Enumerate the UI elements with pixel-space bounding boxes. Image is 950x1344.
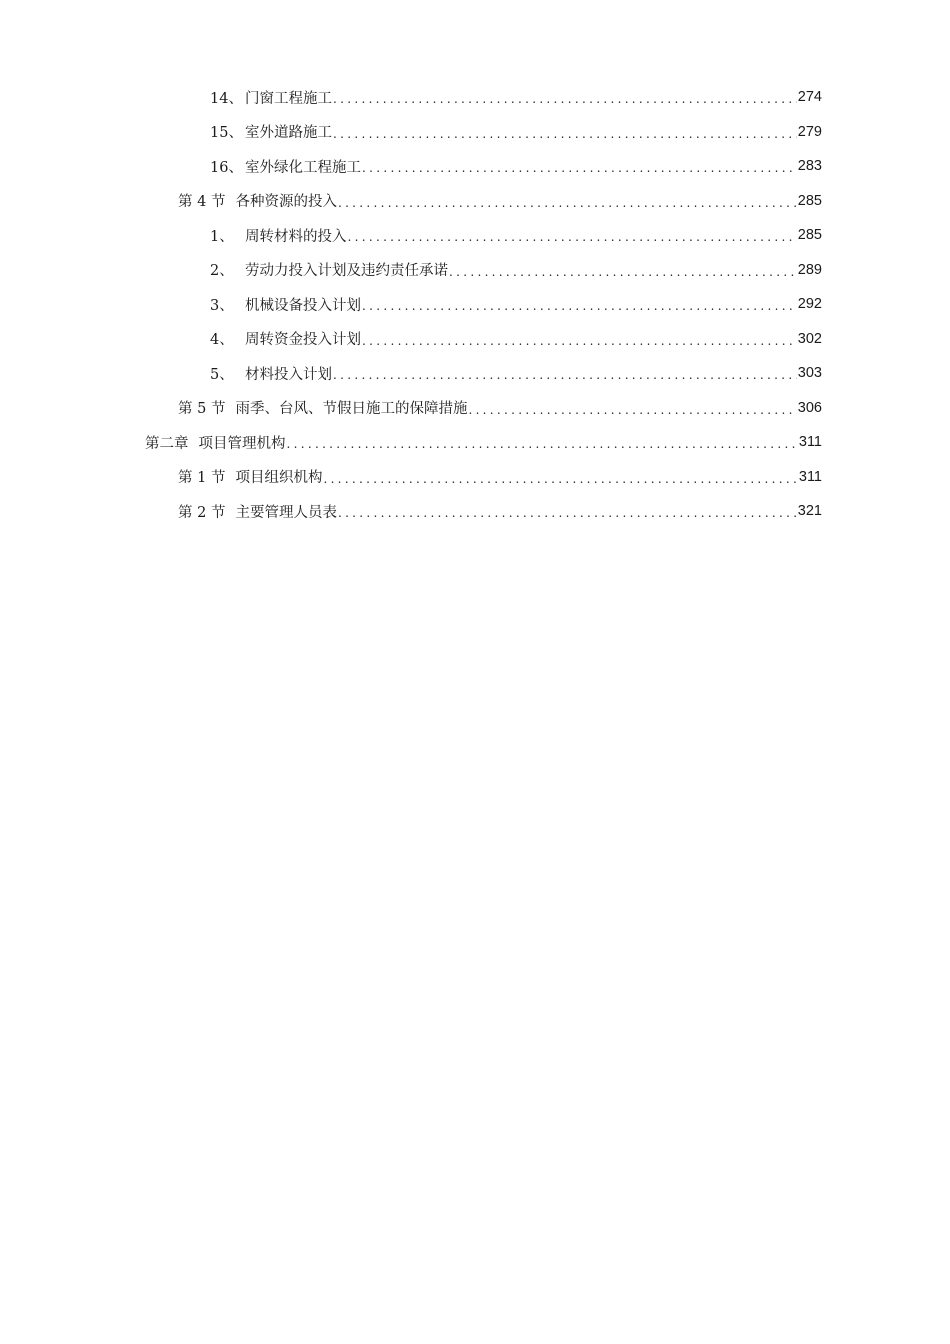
toc-entry-page-number: 283 [797, 158, 822, 175]
toc-entry[interactable] [0, 287, 950, 322]
toc-entry-title: 门窗工程施工 [245, 90, 332, 107]
toc-entry-number: 16、 [210, 159, 243, 176]
toc-entry-title: 机械设备投入计划 [245, 297, 361, 314]
toc-entry[interactable] [0, 322, 950, 357]
toc-entry-title: 项目管理机构 [198, 435, 286, 452]
toc-entry-number: 4、 [210, 332, 234, 349]
toc-entry[interactable] [0, 184, 950, 219]
toc-entry-title: 周转材料的投入 [245, 228, 347, 245]
dot-leader [333, 369, 797, 381]
toc-entry-page-number: 289 [797, 261, 822, 278]
dot-leader [338, 197, 797, 209]
toc-entry-title: 项目组织机构 [235, 470, 323, 487]
toc-entry-title: 材料投入计划 [245, 366, 332, 383]
toc-entry-page-number: 292 [797, 296, 822, 313]
toc-entry-page-number: 274 [797, 89, 822, 106]
toc-entry[interactable] [0, 253, 950, 288]
toc-entry-page-number: 302 [797, 330, 822, 347]
toc-entry-number: 15、 [210, 125, 243, 142]
toc-entry[interactable] [0, 356, 950, 391]
toc-entry-title: 雨季、台风、节假日施工的保障措施 [235, 401, 468, 418]
toc-entry-page-number: 306 [797, 399, 822, 416]
toc-entry-number: 第 5 节 [178, 401, 226, 418]
dot-leader [362, 300, 797, 312]
toc-entry-page-number: 303 [797, 365, 822, 382]
toc-entry[interactable] [0, 218, 950, 253]
toc-entry[interactable] [0, 149, 950, 184]
toc-entry-page-number: 311 [798, 434, 822, 451]
toc-entry[interactable] [0, 460, 950, 495]
toc-entry-number: 3、 [210, 297, 234, 314]
toc-entry[interactable] [0, 80, 950, 115]
toc-entry[interactable] [0, 115, 950, 150]
dot-leader [287, 438, 798, 450]
toc-entry[interactable] [0, 425, 950, 460]
toc-entry-number: 第 4 节 [178, 194, 226, 211]
toc-entry-page-number: 321 [797, 503, 822, 520]
toc-entry-title: 室外绿化工程施工 [245, 159, 361, 176]
toc-entry-title: 主要管理人员表 [235, 504, 337, 521]
toc-entry-number: 第 1 节 [178, 470, 226, 487]
toc-entry-page-number: 279 [797, 123, 822, 140]
toc-entry-page-number: 285 [797, 192, 822, 209]
dot-leader [333, 128, 797, 140]
toc-entry-number: 5、 [210, 366, 234, 383]
dot-leader [338, 507, 797, 519]
toc-entry-title: 周转资金投入计划 [245, 332, 361, 349]
toc-entry-title: 室外道路施工 [245, 125, 332, 142]
toc-entry-title: 劳动力投入计划及违约责任承诺 [245, 263, 448, 280]
dot-leader [333, 93, 797, 105]
toc-entry-title: 各种资源的投入 [235, 194, 337, 211]
toc-entry-number: 第 2 节 [178, 504, 226, 521]
dot-leader [449, 266, 797, 278]
toc-entry-number: 第二章 [145, 435, 189, 452]
toc-entry-number: 2、 [210, 263, 234, 280]
toc-entry-page-number: 311 [798, 468, 822, 485]
toc-entry[interactable] [0, 494, 950, 529]
toc-entry-number: 14、 [210, 90, 243, 107]
dot-leader [362, 335, 797, 347]
dot-leader [362, 162, 797, 174]
table-of-contents [0, 80, 950, 529]
toc-entry-page-number: 285 [797, 227, 822, 244]
toc-entry[interactable] [0, 391, 950, 426]
dot-leader [348, 231, 797, 243]
dot-leader [468, 404, 796, 416]
toc-entry-number: 1、 [210, 228, 234, 245]
dot-leader [323, 473, 797, 485]
